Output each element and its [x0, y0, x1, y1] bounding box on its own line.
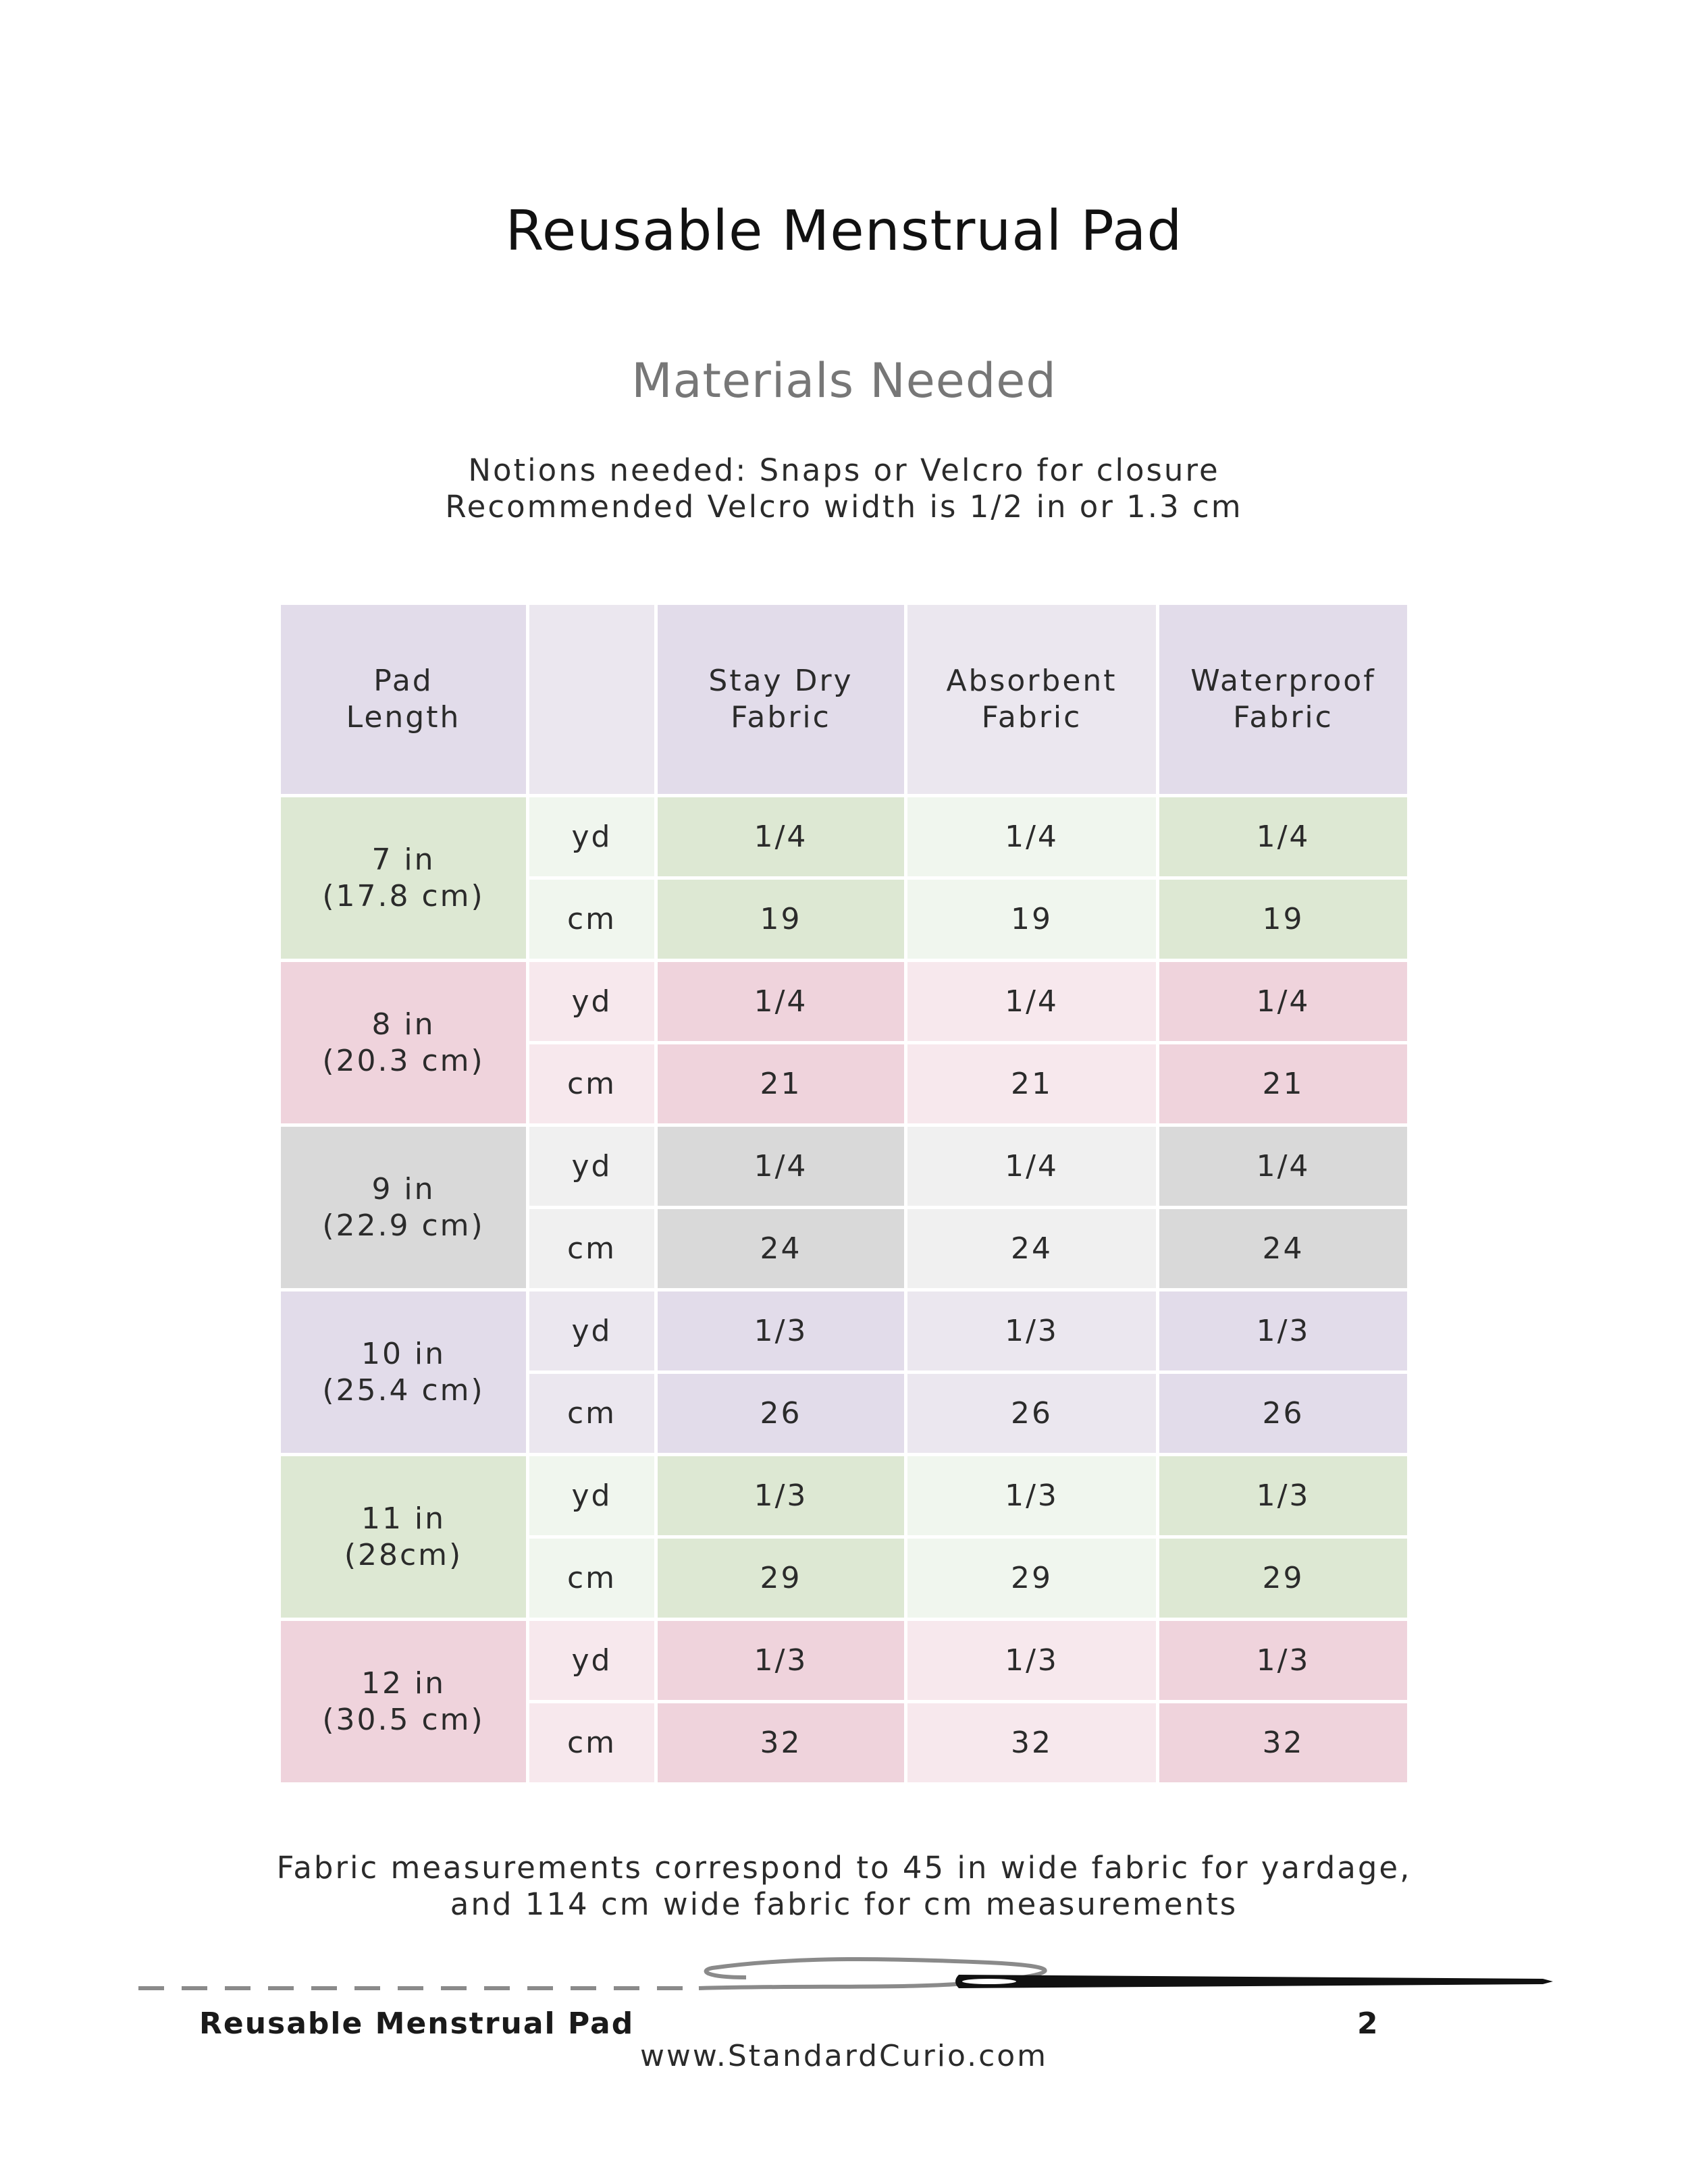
stay-dry-cell: 1/3 — [656, 1620, 906, 1702]
absorbent-cell: 24 — [906, 1208, 1158, 1290]
stay-dry-cell: 29 — [656, 1537, 906, 1620]
header-stay-dry-line2: Fabric — [731, 700, 831, 735]
header-absorbent-line1: Absorbent — [946, 664, 1117, 698]
absorbent-cell: 1/4 — [906, 796, 1158, 878]
table-row — [280, 1125, 1409, 1208]
absorbent-cell: 32 — [906, 1702, 1158, 1784]
table-row — [280, 1620, 1409, 1702]
stay-dry-cell: 1/4 — [656, 796, 906, 878]
pad-length-in: 7 in — [371, 842, 436, 877]
pad-length-cell — [280, 1290, 528, 1455]
pad-length-cm: (25.4 cm) — [322, 1373, 485, 1408]
unit-cell: yd — [528, 1290, 656, 1373]
table-row — [280, 961, 1409, 1043]
velcro-line: Recommended Velcro width is 1/2 in or 1.3 cm — [445, 489, 1243, 525]
waterproof-cell: 1/4 — [1158, 1125, 1409, 1208]
stay-dry-cell: 32 — [656, 1702, 906, 1784]
unit-cell: cm — [528, 1702, 656, 1784]
header-unit — [528, 604, 656, 796]
table-row — [280, 1290, 1409, 1373]
pad-length-cell — [280, 796, 528, 961]
pad-length-in: 12 in — [361, 1666, 446, 1701]
waterproof-cell: 1/3 — [1158, 1620, 1409, 1702]
pad-length-in: 10 in — [361, 1336, 446, 1371]
header-stay-dry-line1: Stay Dry — [708, 664, 853, 698]
waterproof-cell: 21 — [1158, 1043, 1409, 1125]
absorbent-cell: 21 — [906, 1043, 1158, 1125]
absorbent-cell: 1/3 — [906, 1290, 1158, 1373]
footnote-line: Fabric measurements correspond to 45 in wide fabric for yardage, — [276, 1850, 1412, 1886]
pad-length-in: 8 in — [371, 1007, 436, 1042]
absorbent-cell: 1/3 — [906, 1620, 1158, 1702]
unit-cell: yd — [528, 1125, 656, 1208]
pad-length-cell — [280, 961, 528, 1125]
unit-cell: cm — [528, 1373, 656, 1455]
stay-dry-cell: 1/4 — [656, 1125, 906, 1208]
stay-dry-cell: 1/3 — [656, 1455, 906, 1537]
pad-length-cell — [280, 1455, 528, 1620]
footnote-line: and 114 cm wide fabric for cm measurements — [450, 1886, 1238, 1922]
waterproof-cell: 1/3 — [1158, 1455, 1409, 1537]
header-pad-length — [280, 604, 528, 796]
pad-length-in: 11 in — [361, 1501, 446, 1536]
page-title: Reusable Menstrual Pad — [505, 199, 1183, 263]
waterproof-cell: 24 — [1158, 1208, 1409, 1290]
absorbent-cell: 1/4 — [906, 961, 1158, 1043]
stay-dry-cell: 26 — [656, 1373, 906, 1455]
unit-cell: yd — [528, 961, 656, 1043]
unit-cell: cm — [528, 1537, 656, 1620]
fabric-width-footnote — [0, 1850, 1688, 1923]
materials-table — [278, 602, 1410, 1786]
unit-cell: cm — [528, 1208, 656, 1290]
waterproof-cell: 19 — [1158, 878, 1409, 961]
table-row — [280, 1455, 1409, 1537]
page-number: 2 — [1357, 2006, 1378, 2041]
unit-cell: cm — [528, 1043, 656, 1125]
waterproof-cell: 1/4 — [1158, 796, 1409, 878]
footer-title: Reusable Menstrual Pad — [199, 2006, 635, 2041]
absorbent-cell: 26 — [906, 1373, 1158, 1455]
absorbent-cell: 29 — [906, 1537, 1158, 1620]
waterproof-cell: 29 — [1158, 1537, 1409, 1620]
header-pad-length-line1: Pad — [373, 664, 433, 698]
pad-length-cm: (30.5 cm) — [322, 1702, 485, 1737]
stay-dry-cell: 19 — [656, 878, 906, 961]
header-pad-length-line2: Length — [346, 700, 461, 735]
stay-dry-cell: 1/3 — [656, 1290, 906, 1373]
notions-line: Notions needed: Snaps or Velcro for closure — [468, 452, 1220, 488]
unit-cell: yd — [528, 1620, 656, 1702]
waterproof-cell: 1/4 — [1158, 961, 1409, 1043]
unit-cell: yd — [528, 796, 656, 878]
pad-length-cm: (17.8 cm) — [322, 878, 485, 913]
footer-url[interactable]: www.StandardCurio.com — [639, 2039, 1049, 2073]
stay-dry-cell: 21 — [656, 1043, 906, 1125]
absorbent-cell: 1/3 — [906, 1455, 1158, 1537]
absorbent-cell: 19 — [906, 878, 1158, 961]
section-heading: Materials Needed — [631, 353, 1057, 408]
waterproof-cell: 26 — [1158, 1373, 1409, 1455]
pad-length-cm: (22.9 cm) — [322, 1208, 485, 1243]
pad-length-cell — [280, 1125, 528, 1290]
pad-length-cm: (20.3 cm) — [322, 1043, 485, 1078]
header-absorbent — [906, 604, 1158, 796]
pad-length-in: 9 in — [371, 1171, 436, 1206]
header-waterproof — [1158, 604, 1409, 796]
stay-dry-cell: 1/4 — [656, 961, 906, 1043]
table-row — [280, 796, 1409, 878]
header-waterproof-line2: Fabric — [1233, 700, 1334, 735]
unit-cell: cm — [528, 878, 656, 961]
notions-note — [0, 452, 1688, 525]
waterproof-cell: 32 — [1158, 1702, 1409, 1784]
stay-dry-cell: 24 — [656, 1208, 906, 1290]
needle-shape — [955, 1975, 1553, 1988]
materials-table-wrapper — [278, 602, 1407, 1786]
header-waterproof-line1: Waterproof — [1190, 664, 1376, 698]
header-absorbent-line2: Fabric — [981, 700, 1082, 735]
table-header-row — [280, 604, 1409, 796]
waterproof-cell: 1/3 — [1158, 1290, 1409, 1373]
pad-length-cm: (28cm) — [344, 1537, 463, 1572]
absorbent-cell: 1/4 — [906, 1125, 1158, 1208]
pad-length-cell — [280, 1620, 528, 1784]
needle-eye — [962, 1979, 1016, 1984]
unit-cell: yd — [528, 1455, 656, 1537]
header-stay-dry — [656, 604, 906, 796]
